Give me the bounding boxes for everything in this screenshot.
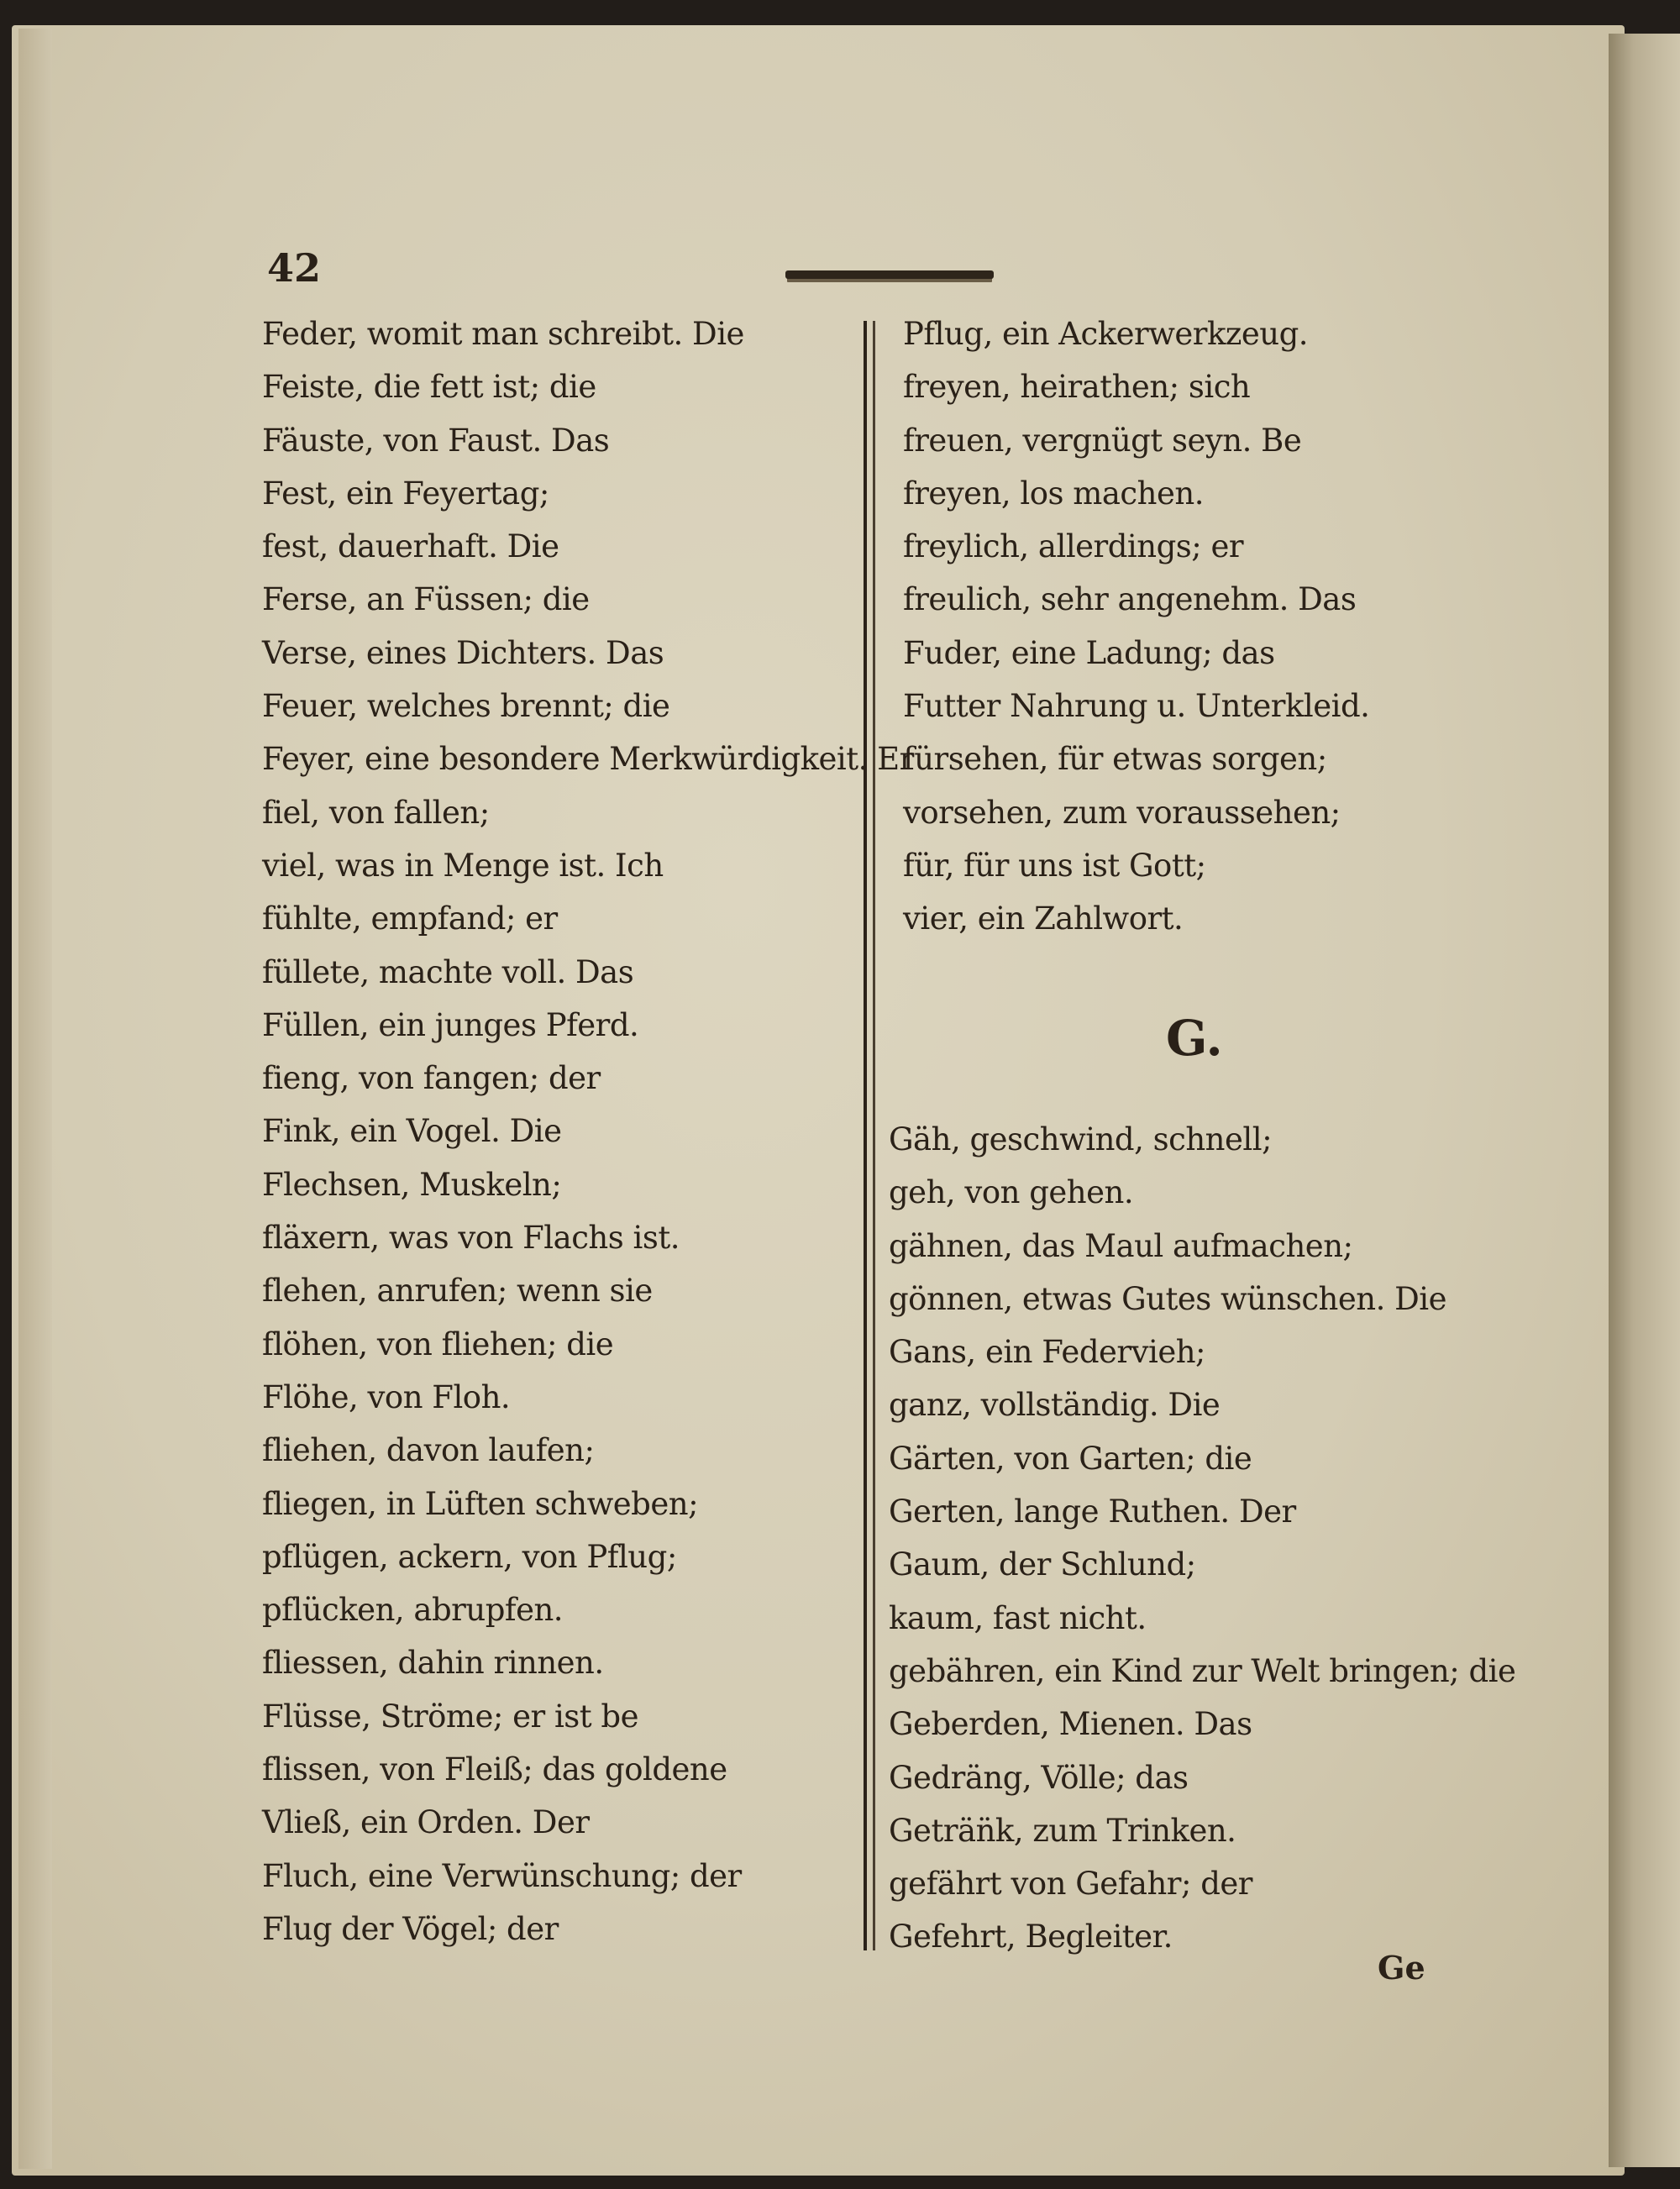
entry-line: viel, was in Menge ist. Ich: [262, 847, 664, 884]
entry-line: Fäuste, von Faust. Das: [262, 422, 610, 459]
entry-line: Flug der Vögel; der: [262, 1910, 559, 1947]
entry-line: Geträn̈k, zum Trinken.: [889, 1812, 1236, 1849]
entry-line: Gedräng, Völle; das: [889, 1759, 1189, 1796]
entry-line: für, für uns ist Gott;: [903, 847, 1206, 884]
entry-line: flehen, anrufen; wenn sie: [262, 1273, 653, 1310]
entry-line: Gans, ein Federvieh;: [889, 1334, 1206, 1371]
entry-line: gefährt von Gefahr; der: [889, 1866, 1252, 1903]
entry-line: fliehen, davon laufen;: [262, 1432, 595, 1469]
entry-line: Feuer, welches brennt; die: [262, 688, 670, 725]
section-letter: G.: [1166, 1010, 1223, 1067]
entry-line: füllete, machte voll. Das: [262, 953, 634, 990]
entry-line: kaum, fast nicht.: [889, 1599, 1147, 1636]
entry-line: fliegen, in Lüften schweben;: [262, 1485, 699, 1522]
entry-line: freyen, los machen.: [903, 475, 1204, 512]
entry-line: gebähren, ein Kind zur Welt bringen; die: [889, 1652, 1516, 1689]
entry-line: Verse, eines Dichters. Das: [262, 634, 664, 671]
left-column: [262, 307, 914, 1955]
entry-line: Füllen, ein junges Pferd.: [262, 1006, 639, 1043]
entry-line: vorsehen, zum voraussehen;: [903, 794, 1341, 831]
entry-line: Fuder, eine Ladung; das: [903, 634, 1275, 671]
entry-line: Fest, ein Feyertag;: [262, 475, 549, 512]
entry-line: Fink, ein Vogel. Die: [262, 1113, 562, 1150]
catchword: Ge: [1378, 1949, 1425, 1987]
entry-line: flissen, von Fleiß; das goldene: [262, 1751, 727, 1788]
entry-line: vier, ein Zahlwort.: [903, 900, 1184, 937]
entry-line: Feiste, die fett ist; die: [262, 369, 596, 406]
entry-line: fiel, von fallen;: [262, 794, 490, 831]
entry-line: Gefehrt, Begleiter.: [889, 1919, 1173, 1955]
entry-line: Flüsse, Ströme; er ist be: [262, 1698, 638, 1735]
entry-line: ganz, vollständig. Die: [889, 1387, 1221, 1424]
entry-line: Futter Nahrung u. Unterkleid.: [903, 688, 1370, 725]
entry-line: Vließ, ein Orden. Der: [262, 1804, 590, 1841]
entry-line: freulich, sehr angenehm. Das: [903, 581, 1357, 618]
right-column-f-entries: [903, 307, 1592, 946]
entry-line: Gäh, geschwind, schnell;: [889, 1121, 1273, 1157]
entry-line: Gerten, lange Ruthen. Der: [889, 1493, 1296, 1530]
entry-line: fest, dauerhaft. Die: [262, 528, 559, 565]
page-number: 42: [267, 245, 322, 291]
entry-line: Gaum, der Schlund;: [889, 1546, 1196, 1583]
entry-line: pflücken, abrupfen.: [262, 1592, 564, 1629]
entry-line: freyen, heirathen; sich: [903, 369, 1251, 406]
entry-line: Gärten, von Garten; die: [889, 1440, 1252, 1477]
entry-line: Geberden, Mienen. Das: [889, 1706, 1252, 1743]
entry-line: fliessen, dahin rinnen.: [262, 1645, 604, 1682]
entry-line: geh, von gehen.: [889, 1174, 1134, 1211]
right-column-g-entries: [889, 1113, 1586, 1964]
entry-line: Ferse, an Füssen; die: [262, 581, 590, 618]
entry-line: Flechsen, Muskeln;: [262, 1166, 562, 1203]
column-divider: [864, 321, 875, 1950]
entry-line: flöhen, von fliehen; die: [262, 1325, 614, 1362]
entry-line: Feder, womit man schreibt. Die: [262, 316, 744, 352]
entry-line: gähnen, das Maul aufmachen;: [889, 1227, 1353, 1264]
entry-line: gönnen, etwas Gutes wünschen. Die: [889, 1280, 1447, 1317]
entry-line: fühlte, empfand; er: [262, 900, 558, 937]
entry-line: fläxern, was von Flachs ist.: [262, 1220, 680, 1257]
entry-line: freylich, allerdings; er: [903, 528, 1244, 565]
binding-gutter: [1609, 34, 1680, 2167]
entry-line: Feyer, eine besondere Merkwürdigkeit. Er: [262, 741, 914, 778]
entry-line: fürsehen, für etwas sorgen;: [903, 741, 1327, 778]
entry-line: Flöhe, von Floh.: [262, 1378, 511, 1415]
entry-line: pflügen, ackern, von Pflug;: [262, 1538, 677, 1575]
entry-line: freuen, vergnügt seyn. Be: [903, 422, 1302, 459]
entry-line: fieng, von fangen; der: [262, 1060, 601, 1097]
page-edge: [18, 29, 52, 2169]
header-rule: [785, 270, 994, 279]
entry-line: Pflug, ein Ackerwerkzeug.: [903, 316, 1309, 352]
entry-line: Fluch, eine Verwünschung; der: [262, 1857, 742, 1894]
